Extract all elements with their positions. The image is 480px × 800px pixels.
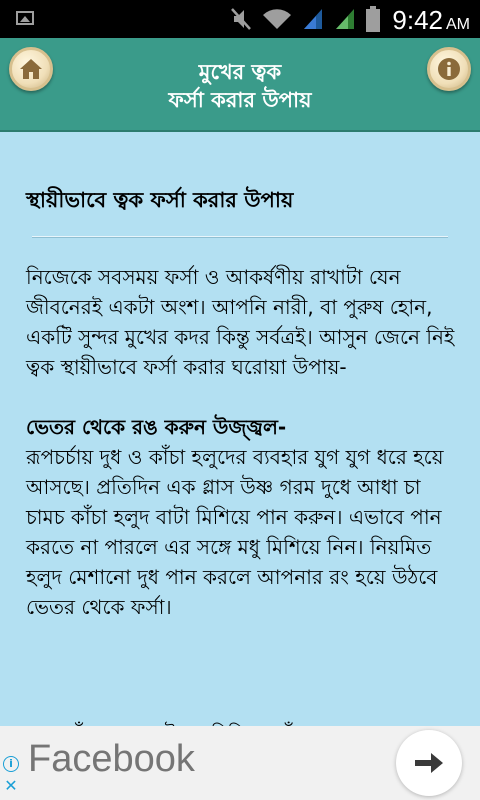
info-icon xyxy=(437,57,461,81)
ad-info-icon[interactable]: i xyxy=(3,756,19,772)
battery-icon xyxy=(366,6,380,32)
wifi-icon xyxy=(262,7,292,31)
article-body xyxy=(26,262,456,622)
status-time xyxy=(392,5,470,36)
signal-icon xyxy=(334,7,356,31)
section-block xyxy=(26,412,456,622)
clock-ampm: AM xyxy=(446,16,470,33)
divider xyxy=(32,236,448,238)
ad-title: Facebook xyxy=(28,738,195,780)
intro-paragraph: নিজেকে সবসময় ফর্সা ও আকর্ষণীয় রাখাটা যেন জীবনেরই একটা অংশ। আপনি নারী, বা পুরুষ হোন, একটি সুন্দর মুখের কদর কিন্তু সর্বত্রই। আসুন জেনে নিই ত্বক স্থায়ীভাবে ফর্সা করার ঘরোয়া উপায়- xyxy=(26,265,455,379)
app-header xyxy=(0,38,480,132)
page-title-line1: মুখের ত্বক xyxy=(198,60,282,84)
mute-icon xyxy=(230,7,252,31)
status-icons xyxy=(230,6,380,32)
home-icon xyxy=(18,57,44,81)
article-content[interactable] xyxy=(0,132,480,726)
arrow-right-icon xyxy=(413,750,445,776)
ad-close-icon[interactable]: ✕ xyxy=(4,776,18,795)
ad-banner[interactable] xyxy=(0,726,480,800)
section-paragraph: রূপচর্চায় দুধ ও কাঁচা হলুদের ব্যবহার যুগ যুগ ধরে হয়ে আসছে। প্রতিদিন এক গ্লাস উষ্ণ গরম দুধে আধা চা চামচ কাঁচা হলুদ বাটা মিশিয়ে পান করুন। এভাবে পান করতে না পারলে এর সঙ্গে মধু মিশিয়ে নিন। নিয়মিত হলুদ মেশানো দুধ পান করলে আপনার রং হয়ে উঠবে ভেতর থেকে ফর্সা। xyxy=(26,445,444,619)
section-heading: ভেতর থেকে রঙ করুন উজ্জ্বল- xyxy=(26,415,287,439)
clock-time: 9:42 xyxy=(392,5,443,35)
ad-open-button[interactable] xyxy=(396,730,462,796)
page-title xyxy=(100,58,380,114)
signal-icon xyxy=(302,7,324,31)
status-bar xyxy=(0,0,480,38)
info-button[interactable] xyxy=(427,47,471,91)
article-heading: স্থায়ীভাবে ত্বক ফর্সা করার উপায় xyxy=(26,188,294,212)
image-icon xyxy=(16,11,34,25)
home-button[interactable] xyxy=(9,47,53,91)
page-title-line2: ফর্সা করার উপায় xyxy=(168,88,312,112)
